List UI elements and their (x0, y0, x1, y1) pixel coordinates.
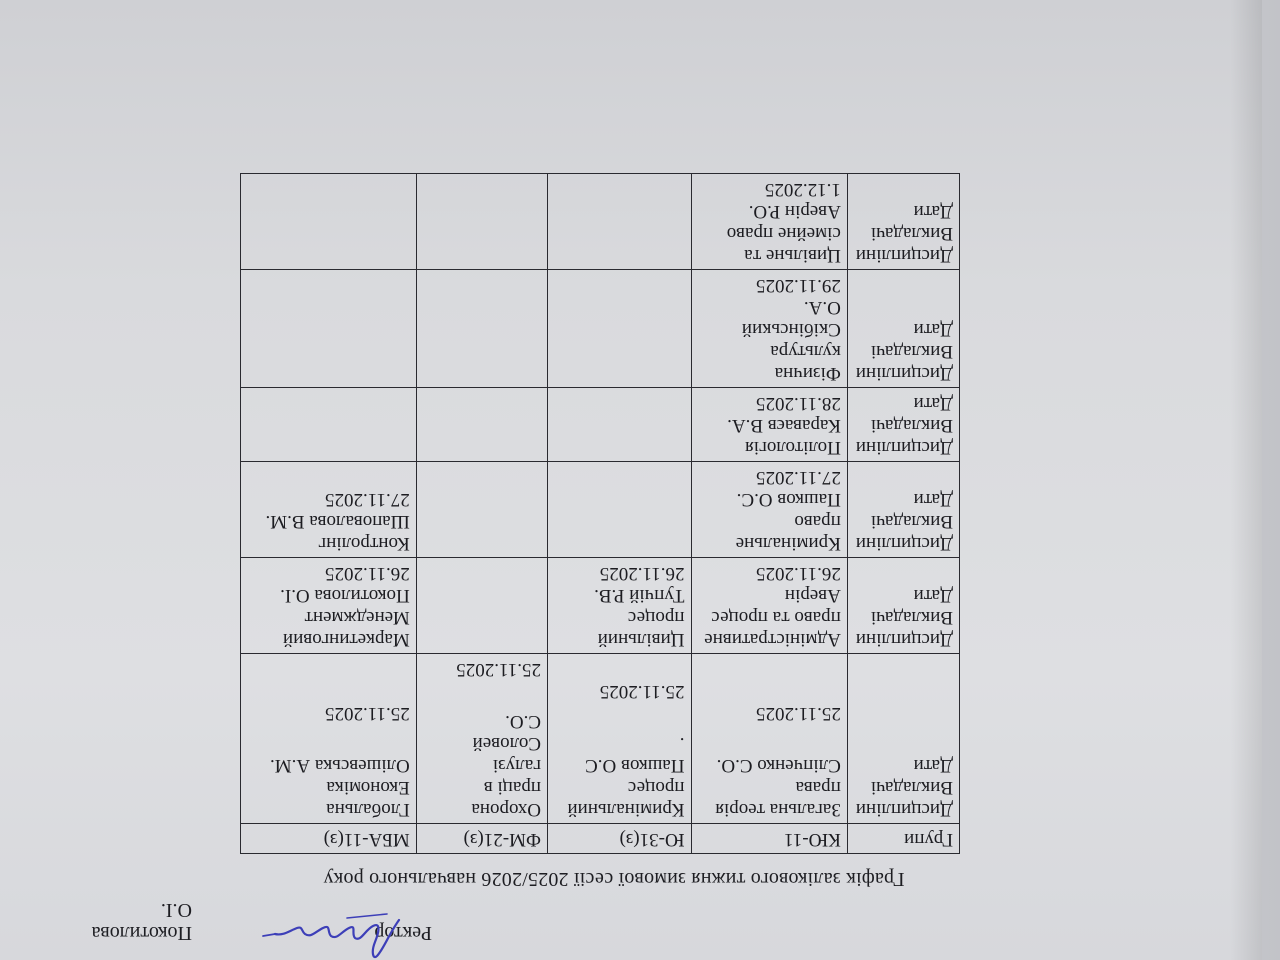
schedule-cell (416, 270, 547, 388)
exam-date: 29.11.2025 (756, 275, 841, 296)
schedule-cell (241, 270, 417, 388)
row-label-cell (847, 388, 959, 462)
group-name: Ю-31(з) (619, 829, 685, 850)
spacer (249, 724, 410, 754)
teacher-name: Караваєв В.А. (727, 415, 841, 436)
row-label-disciplines: Дисципліни (855, 533, 953, 554)
schedule-row (241, 558, 960, 654)
teacher-name: . (679, 733, 685, 754)
teacher-name: Олішевська А.М. (270, 755, 410, 776)
schedule-cell (548, 270, 692, 388)
discipline-name: галузі (492, 755, 541, 776)
row-label-dates: Дати (913, 201, 953, 222)
discipline-name: право та процес (711, 607, 841, 628)
group-header-cell (548, 824, 692, 854)
schedule-row (241, 174, 960, 270)
group-name: КЮ-11 (784, 829, 841, 850)
teacher-name: Аверін Р.О. (748, 201, 841, 222)
group-header-cell (691, 824, 847, 854)
teacher-name: Скібінський (741, 319, 841, 340)
schedule-cell (548, 654, 692, 824)
teacher-name: О.А. (803, 297, 841, 318)
schedule-cell (416, 388, 547, 462)
schedule-cell (691, 270, 847, 388)
row-label-dates: Дати (913, 755, 953, 776)
row-label-teachers: Викладачі (870, 415, 953, 436)
row-label-dates: Дати (913, 319, 953, 340)
schedule-cell (241, 462, 417, 558)
exam-date: 27.11.2025 (324, 489, 410, 510)
schedule-cell (241, 558, 417, 654)
row-label-cell (847, 462, 959, 558)
teacher-name: Аверін (784, 585, 841, 606)
schedule-row (241, 388, 960, 462)
discipline-name: Глобальна (326, 799, 410, 820)
schedule-row (241, 462, 960, 558)
discipline-name: Адміністративне (704, 629, 841, 650)
discipline-name: культура (770, 341, 841, 362)
row-label-teachers: Викладачі (870, 777, 953, 798)
discipline-name: Кримінальне (735, 533, 841, 554)
discipline-name: процес (627, 607, 685, 628)
document-title: Графік залікового тижня зимової сесії 2025/2026 навчального року (323, 868, 905, 890)
exam-date: 28.11.2025 (756, 393, 841, 414)
schedule-cell (548, 388, 692, 462)
spacer (700, 724, 841, 754)
rector-name: Покотилова О.І. (91, 899, 192, 944)
schedule-cell (416, 462, 547, 558)
schedule-row (241, 654, 960, 824)
discipline-name: Фізична (774, 363, 841, 384)
teacher-name: Соловей (472, 733, 541, 754)
row-label-disciplines: Дисципліни (855, 799, 953, 820)
group-name: МБА-11(з) (323, 829, 410, 850)
exam-date: 25.11.2025 (456, 659, 541, 680)
discipline-name: право (794, 511, 841, 532)
teacher-name: Пашков О.С (585, 755, 685, 776)
schedule-cell (691, 558, 847, 654)
row-label-disciplines: Дисципліни (855, 363, 953, 384)
discipline-name: Політологія (745, 437, 841, 458)
exam-date: 25.11.2025 (756, 703, 841, 724)
exam-date: 1.12.2025 (764, 179, 841, 200)
schedule-cell (241, 388, 417, 462)
discipline-name: Цивільне та (744, 245, 841, 266)
teacher-name: С.О. (505, 711, 541, 732)
schedule-cell (416, 558, 547, 654)
schedule-cell (691, 654, 847, 824)
discipline-name: Кримінальний (567, 799, 685, 820)
schedule-table-body (241, 174, 960, 854)
discipline-name: Економіка (326, 777, 410, 798)
schedule-cell (691, 462, 847, 558)
row-label-teachers: Викладачі (870, 607, 953, 628)
row-label-cell (847, 654, 959, 824)
rector-header (72, 899, 1072, 950)
rector-signature (257, 908, 407, 960)
teacher-name: Шаповалова В.М. (265, 511, 410, 532)
discipline-name: Загальна теорія (715, 799, 841, 820)
exam-date: 26.11.2025 (599, 563, 685, 584)
discipline-name: права (795, 777, 841, 798)
row-label-disciplines: Дисципліни (855, 629, 953, 650)
groups-label: Групи (904, 829, 953, 850)
row-label-disciplines: Дисципліни (855, 437, 953, 458)
row-label-teachers: Викладачі (870, 341, 953, 362)
paper-fold-shadow (1230, 0, 1262, 960)
discipline-name: процес (627, 777, 685, 798)
teacher-name: Сліпченко С.О. (716, 755, 841, 776)
discipline-name: Менеджмент (304, 607, 410, 628)
groups-label-cell (847, 824, 959, 854)
schedule-row (241, 270, 960, 388)
exam-date: 26.11.2025 (324, 563, 410, 584)
row-label-cell (847, 270, 959, 388)
schedule-cell (548, 462, 692, 558)
schedule-cell (691, 388, 847, 462)
schedule-cell (416, 174, 547, 270)
schedule-cell (548, 558, 692, 654)
row-label-dates: Дати (913, 585, 953, 606)
row-label-disciplines: Дисципліни (855, 245, 953, 266)
schedule-cell (691, 174, 847, 270)
schedule-cell (416, 654, 547, 824)
discipline-name: Контролінг (318, 533, 410, 554)
discipline-name: Маркетинговий (282, 629, 410, 650)
row-label-cell (847, 174, 959, 270)
schedule-table (240, 173, 960, 854)
discipline-name: праці в (483, 777, 541, 798)
teacher-name: Тупчій Р.В. (594, 585, 685, 606)
exam-date: 26.11.2025 (756, 563, 841, 584)
row-label-dates: Дати (913, 489, 953, 510)
schedule-cell (241, 654, 417, 824)
teacher-name: Покотилова О.І. (280, 585, 410, 606)
schedule-cell (548, 174, 692, 270)
discipline-name: Цивільний (597, 629, 685, 650)
schedule-cell (241, 174, 417, 270)
row-label-teachers: Викладачі (870, 223, 953, 244)
discipline-name: Охорона (471, 799, 541, 820)
row-label-dates: Дати (913, 393, 953, 414)
groups-row (241, 824, 960, 854)
exam-date: 27.11.2025 (756, 467, 841, 488)
group-header-cell (416, 824, 547, 854)
exam-date: 25.11.2025 (599, 681, 685, 702)
group-header-cell (241, 824, 417, 854)
row-label-teachers: Викладачі (870, 511, 953, 532)
spacer (425, 680, 541, 710)
row-label-cell (847, 558, 959, 654)
spacer (556, 702, 685, 732)
exam-date: 25.11.2025 (324, 703, 410, 724)
discipline-name: сімейне право (726, 223, 841, 244)
teacher-name: Пашков О.С. (736, 489, 841, 510)
rector-label: Ректор (374, 922, 432, 944)
group-name: ФМ-21(з) (463, 829, 541, 850)
